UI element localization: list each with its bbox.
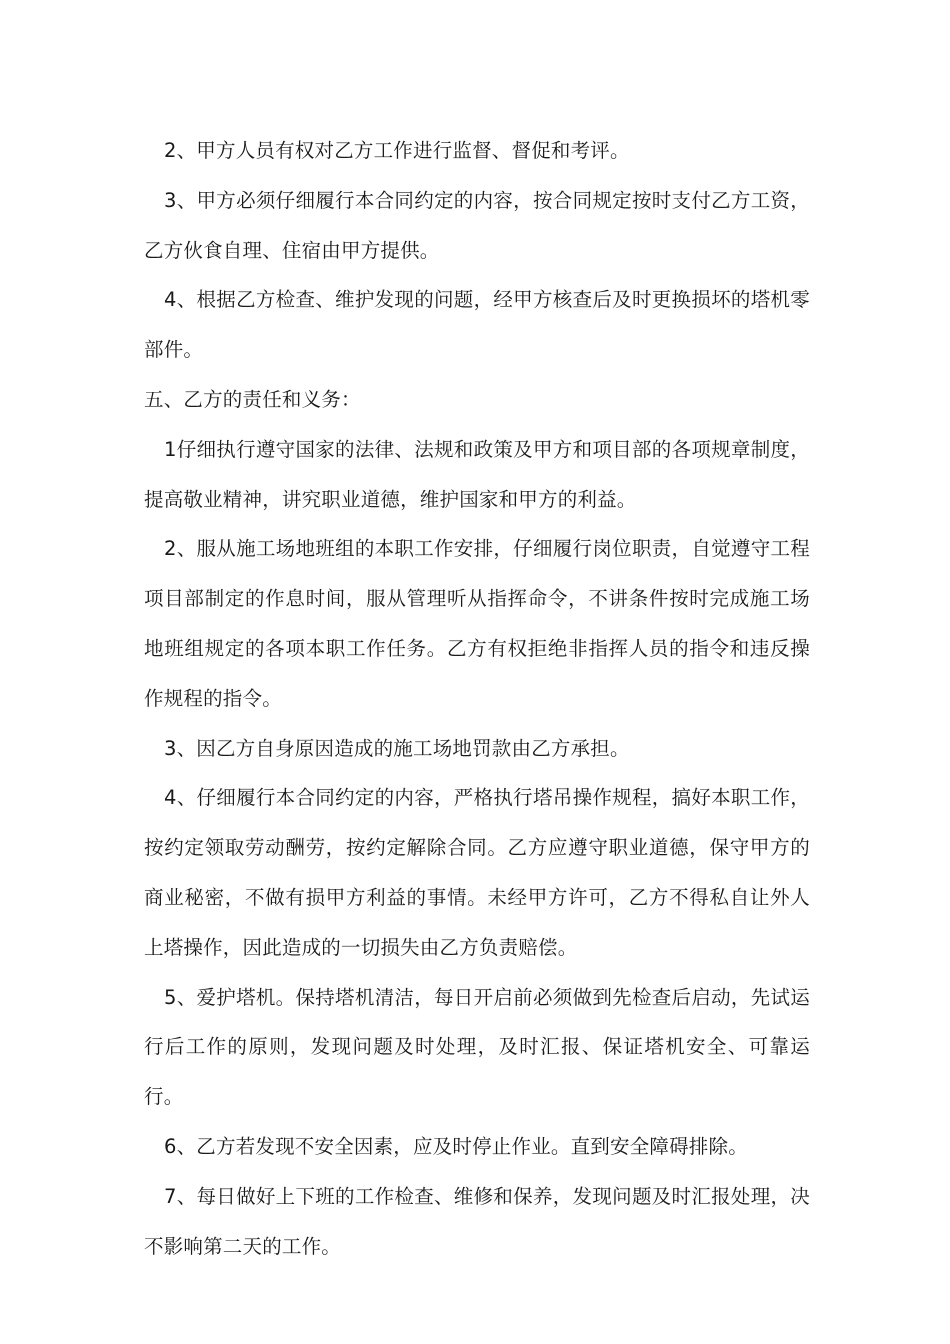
section-heading-party-b-duties: 五、乙方的责任和义务：: [144, 387, 361, 411]
paragraph-party-a-clause-3: 3、甲方必须仔细履行本合同约定的内容，按合同规定按时支付乙方工资，乙方伙食自理、住宿由甲方提供。: [144, 188, 810, 262]
paragraph-party-b-clause-2: 2、服从施工场地班组的本职工作安排，仔细履行岗位职责，自觉遵守工程项目部制定的作息时间，服从管理听从指挥命令，不讲条件按时完成施工场地班组规定的各项本职工作任务。乙方有权拒绝非指挥人员的指令和违反操作规程的指令。: [144, 537, 810, 710]
paragraph-party-b-clause-1: 1仔细执行遵守国家的法律、法规和政策及甲方和项目部的各项规章制度，提高敬业精神，讲究职业道德，维护国家和甲方的利益。: [144, 437, 810, 511]
paragraph-party-b-clause-6: 6、乙方若发现不安全因素，应及时停止作业。直到安全障碍排除。: [164, 1134, 748, 1158]
paragraph-party-b-clause-7: 7、每日做好上下班的工作检查、维修和保养，发现问题及时汇报处理，决不影响第二天的工作。: [144, 1184, 810, 1258]
paragraph-party-b-clause-5: 5、爱护塔机。保持塔机清洁，每日开启前必须做到先检查后启动，先试运行后工作的原则，发现问题及时处理，及时汇报、保证塔机安全、可靠运行。: [144, 985, 810, 1109]
paragraph-party-a-clause-4: 4、根据乙方检查、维护发现的问题，经甲方核查后及时更换损坏的塔机零部件。: [144, 288, 810, 362]
paragraph-party-b-clause-3: 3、因乙方自身原因造成的施工场地罚款由乙方承担。: [164, 736, 630, 760]
document-body: [144, 126, 810, 1271]
paragraph-party-a-clause-2: 2、甲方人员有权对乙方工作进行监督、督促和考评。: [164, 139, 630, 162]
paragraph-party-b-clause-4: 4、仔细履行本合同约定的内容，严格执行塔吊操作规程，搞好本职工作，按约定领取劳动酬劳，按约定解除合同。乙方应遵守职业道德，保守甲方的商业秘密，不做有损甲方利益的事情。未经甲方许可，乙方不得私自让外人上塔操作，因此造成的一切损失由乙方负责赔偿。: [144, 786, 810, 959]
